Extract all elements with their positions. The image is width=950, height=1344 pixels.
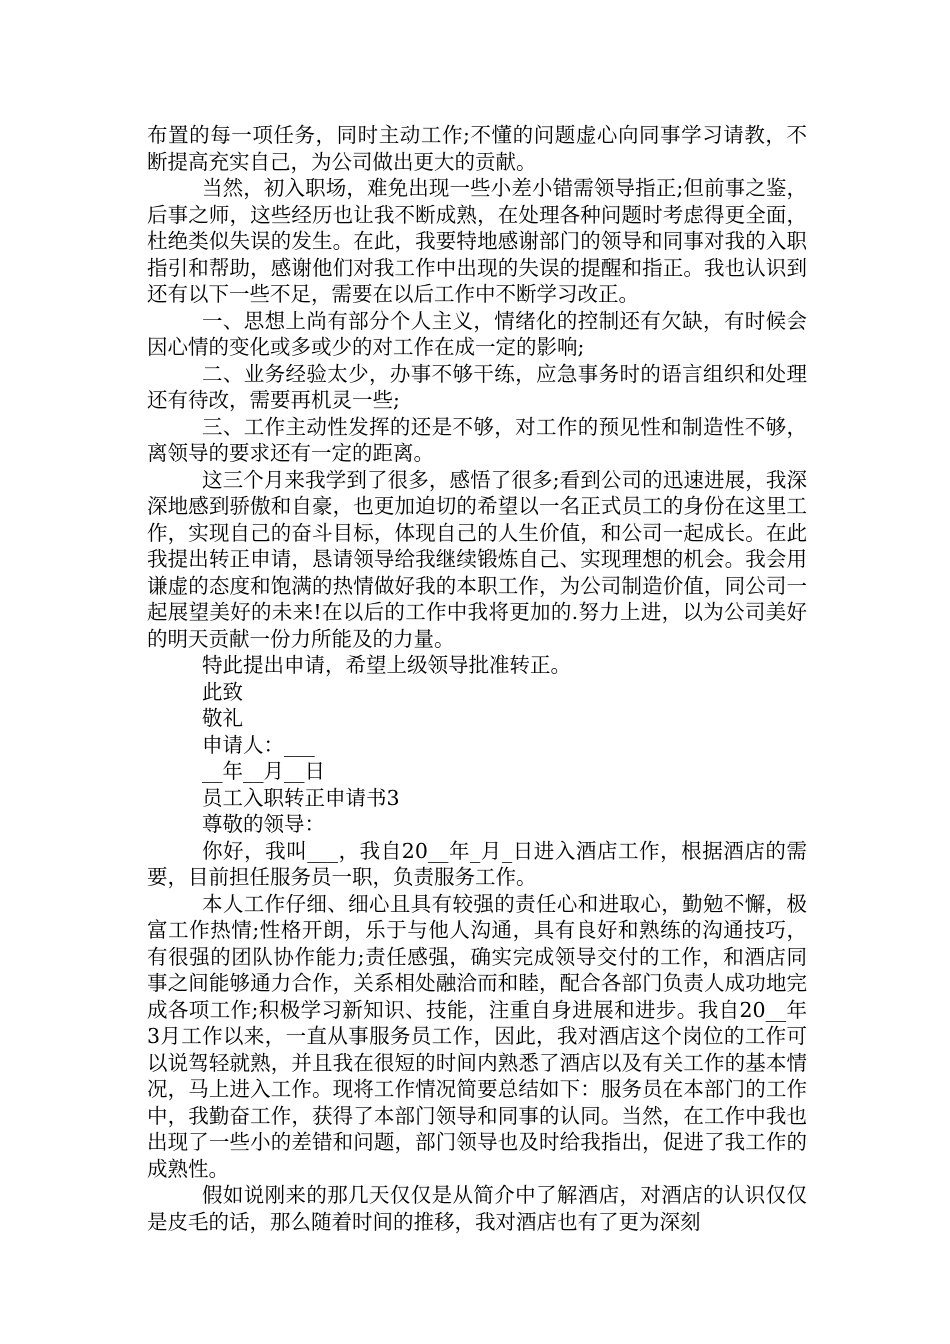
salutation-zhizhi: 此致 bbox=[202, 679, 243, 704]
applicant-line: 申请人：___ bbox=[202, 732, 315, 757]
paragraph: 布置的每一项任务，同时主动工作;不懂的问题虚心向同事学习请教，不断提高充实自己，为公司做出更大的贡献。 bbox=[147, 123, 807, 174]
paragraph: 假如说刚来的那几天仅仅是从简介中了解酒店，对酒店的认识仅仅是皮毛的话，那么随着时间的推移，我对酒店也有了更为深刻 bbox=[147, 1183, 807, 1234]
paragraph: 你好，我叫___，我自20__年_月_日进入酒店工作，根据酒店的需要，目前担任服务员一职，负责服务工作。 bbox=[147, 838, 807, 889]
paragraph: 这三个月来我学到了很多，感悟了很多;看到公司的迅速进展，我深深地感到骄傲和自豪，也更加迫切的希望以一名正式员工的身份在这里工作，实现自己的奋斗目标，体现自己的人生价值，和公司一起成长。在此我提出转正申请，恳请领导给我继续锻炼自己、实现理想的机会。我会用谦虚的态度和饱满的热情做好我的本职工作，为公司制造价值，同公司一起展望美好的未来!在以后的工作中我将更加的.努力上进，以为公司美好的明天贡献一份力所能及的力量。 bbox=[147, 467, 807, 651]
greeting: 尊敬的领导： bbox=[202, 812, 325, 836]
document-body bbox=[147, 122, 807, 1235]
date-line: __年__月__日 bbox=[202, 759, 325, 783]
paragraph: 二、业务经验太少，办事不够干练，应急事务时的语言组织和处理还有待改，需要再机灵一些; bbox=[147, 361, 807, 412]
paragraph: 本人工作仔细、细心且具有较强的责任心和进取心，勤勉不懈，极富工作热情;性格开朗，乐于与他人沟通，具有良好和熟练的沟通技巧，有很强的团队协作能力;责任感强，确实完成领导交付的工作，和酒店同事之间能够通力合作，关系相处融洽而和睦，配合各部门负责人成功地完成各项工作;积极学习新知识、技能，注重自身进展和进步。我自20__年3月工作以来，一直从事服务员工作，因此，我对酒店这个岗位的工作可以说驾轻就熟，并且我在很短的时间内熟悉了酒店以及有关工作的基本情况，马上进入工作。现将工作情况简要总结如下：服务员在本部门的工作中，我勤奋工作，获得了本部门领导和同事的认同。当然，在工作中我也出现了一些小的差错和问题，部门领导也及时给我指出，促进了我工作的成熟性。 bbox=[147, 891, 807, 1181]
paragraph: 一、思想上尚有部分个人主义，情绪化的控制还有欠缺，有时候会因心情的变化或多或少的对工作在成一定的影响; bbox=[147, 308, 807, 359]
closing-request: 特此提出申请，希望上级领导批准转正。 bbox=[202, 653, 571, 677]
paragraph: 三、工作主动性发挥的还是不够，对工作的预见性和制造性不够，离领导的要求还有一定的距离。 bbox=[147, 414, 807, 465]
section-title: 员工入职转正申请书3 bbox=[202, 785, 400, 810]
paragraph: 当然，初入职场，难免出现一些小差小错需领导指正;但前事之鉴，后事之师，这些经历也让我不断成熟，在处理各种问题时考虑得更全面，杜绝类似失误的发生。在此，我要特地感谢部门的领导和同事对我的入职指引和帮助，感谢他们对我工作中出现的失误的提醒和指正。我也认识到还有以下一些不足，需要在以后工作中不断学习改正。 bbox=[147, 176, 807, 306]
salutation-jingli: 敬礼 bbox=[202, 706, 243, 730]
